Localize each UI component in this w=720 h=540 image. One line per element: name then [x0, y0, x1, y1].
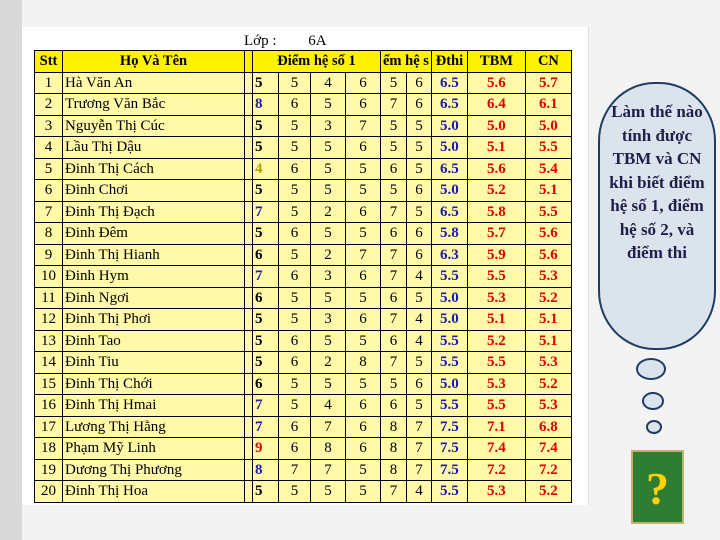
coef1-score: 6 [279, 416, 311, 438]
gap-cell [245, 201, 253, 223]
coef1-score: 7 [311, 459, 346, 481]
student-name: Dương Thị Phương [63, 459, 245, 481]
coef1-score: 5 [279, 115, 311, 137]
tbm-score: 6.4 [467, 94, 525, 116]
coef1-score: 7 [253, 266, 279, 288]
gap-cell [245, 373, 253, 395]
gap-cell [245, 223, 253, 245]
coef1-score: 5 [253, 180, 279, 202]
cn-score: 5.5 [525, 201, 571, 223]
coef1-score: 6 [253, 244, 279, 266]
coef1-score: 6 [279, 352, 311, 374]
table-row [35, 223, 572, 245]
cn-score: 5.2 [525, 481, 571, 503]
student-name: Đinh Đêm [63, 223, 245, 245]
table-row [35, 158, 572, 180]
coef2-score: 5 [406, 352, 431, 374]
coef2-score: 7 [406, 459, 431, 481]
coef1-score: 6 [253, 373, 279, 395]
coef2-score: 7 [406, 416, 431, 438]
student-name: Đinh Tiu [63, 352, 245, 374]
coef2-score: 7 [381, 309, 407, 331]
table-row [35, 201, 572, 223]
cn-score: 6.8 [525, 416, 571, 438]
tbm-score: 5.3 [467, 287, 525, 309]
coef2-score: 6 [381, 158, 407, 180]
coef1-score: 5 [279, 309, 311, 331]
stt: 8 [35, 223, 63, 245]
coef1-score: 5 [346, 459, 381, 481]
coef1-score: 6 [346, 395, 381, 417]
coef1-score: 5 [279, 395, 311, 417]
student-name: Phạm Mỹ Linh [63, 438, 245, 460]
coef1-score: 8 [311, 438, 346, 460]
student-name: Đinh Hym [63, 266, 245, 288]
gap-cell [245, 115, 253, 137]
header-stt: Stt [35, 51, 63, 73]
coef1-score: 5 [346, 481, 381, 503]
student-name: Lương Thị Hằng [63, 416, 245, 438]
stt: 14 [35, 352, 63, 374]
tbm-score: 5.2 [467, 330, 525, 352]
coef1-score: 5 [279, 137, 311, 159]
table-row [35, 481, 572, 503]
coef2-score: 7 [381, 244, 407, 266]
header-cn: CN [525, 51, 571, 73]
student-name: Đinh Thị Đạch [63, 201, 245, 223]
header-coef1: Điểm hệ số 1 [253, 51, 381, 73]
cn-score: 5.1 [525, 180, 571, 202]
coef1-score: 7 [253, 201, 279, 223]
coef2-score: 5 [381, 180, 407, 202]
cn-score: 5.6 [525, 223, 571, 245]
cn-score: 5.0 [525, 115, 571, 137]
tbm-score: 7.4 [467, 438, 525, 460]
coef1-score: 4 [311, 395, 346, 417]
coef2-score: 5 [381, 115, 407, 137]
coef2-score: 6 [406, 373, 431, 395]
gap-cell [245, 287, 253, 309]
header-gap [245, 51, 253, 73]
cn-score: 5.3 [525, 266, 571, 288]
gap-cell [245, 309, 253, 331]
coef2-score: 7 [381, 266, 407, 288]
coef1-score: 6 [346, 266, 381, 288]
coef1-score: 5 [279, 244, 311, 266]
coef1-score: 6 [346, 201, 381, 223]
coef2-score: 5 [406, 137, 431, 159]
gap-cell [245, 94, 253, 116]
coef1-score: 5 [311, 180, 346, 202]
coef1-score: 6 [279, 223, 311, 245]
coef1-score: 7 [346, 244, 381, 266]
coef1-score: 6 [346, 416, 381, 438]
stt: 3 [35, 115, 63, 137]
exam-score: 5.5 [431, 352, 467, 374]
cn-score: 7.2 [525, 459, 571, 481]
coef2-score: 6 [406, 94, 431, 116]
coef1-score: 6 [346, 94, 381, 116]
coef2-score: 6 [406, 244, 431, 266]
coef1-score: 5 [311, 373, 346, 395]
coef1-score: 9 [253, 438, 279, 460]
coef1-score: 6 [279, 94, 311, 116]
coef1-score: 7 [253, 416, 279, 438]
header-name: Họ Và Tên [63, 51, 245, 73]
coef1-score: 6 [279, 158, 311, 180]
exam-score: 5.8 [431, 223, 467, 245]
coef2-score: 5 [381, 72, 407, 94]
coef2-score: 7 [406, 438, 431, 460]
coef2-score: 6 [381, 287, 407, 309]
stt: 7 [35, 201, 63, 223]
coef1-score: 5 [279, 481, 311, 503]
gap-cell [245, 352, 253, 374]
coef2-score: 4 [406, 481, 431, 503]
coef1-score: 5 [253, 352, 279, 374]
tbm-score: 5.5 [467, 266, 525, 288]
stt: 20 [35, 481, 63, 503]
tbm-score: 5.9 [467, 244, 525, 266]
coef1-score: 5 [253, 309, 279, 331]
gap-cell [245, 72, 253, 94]
coef1-score: 5 [346, 223, 381, 245]
coef1-score: 5 [311, 330, 346, 352]
coef2-score: 5 [406, 395, 431, 417]
class-value: 6A [308, 33, 327, 49]
coef2-score: 8 [381, 438, 407, 460]
exam-score: 7.5 [431, 438, 467, 460]
stt: 19 [35, 459, 63, 481]
coef1-score: 7 [279, 459, 311, 481]
coef1-score: 5 [311, 481, 346, 503]
coef1-score: 5 [279, 201, 311, 223]
coef1-score: 5 [346, 330, 381, 352]
coef1-score: 5 [253, 223, 279, 245]
coef1-score: 5 [346, 287, 381, 309]
tbm-score: 5.0 [467, 115, 525, 137]
exam-score: 5.5 [431, 481, 467, 503]
question-mark-box[interactable]: ? [631, 450, 684, 524]
coef1-score: 6 [346, 137, 381, 159]
header-dthi: Đthi [431, 51, 467, 73]
stt: 16 [35, 395, 63, 417]
coef2-score: 6 [381, 395, 407, 417]
gap-cell [245, 266, 253, 288]
coef2-score: 6 [406, 72, 431, 94]
cn-score: 5.3 [525, 352, 571, 374]
exam-score: 5.0 [431, 115, 467, 137]
tbm-score: 7.1 [467, 416, 525, 438]
thought-bubble-small [646, 420, 662, 434]
table-row [35, 352, 572, 374]
student-name: Đinh Thị Hmai [63, 395, 245, 417]
exam-score: 5.0 [431, 287, 467, 309]
coef1-score: 2 [311, 352, 346, 374]
cn-score: 5.2 [525, 287, 571, 309]
stt: 4 [35, 137, 63, 159]
cn-score: 5.5 [525, 137, 571, 159]
coef2-score: 6 [406, 223, 431, 245]
coef1-score: 8 [253, 94, 279, 116]
grades-body [35, 72, 572, 502]
student-name: Nguyễn Thị Cúc [63, 115, 245, 137]
student-name: Trương Văn Bắc [63, 94, 245, 116]
coef1-score: 5 [253, 330, 279, 352]
class-label-row [244, 33, 355, 50]
table-row [35, 309, 572, 331]
exam-score: 6.5 [431, 94, 467, 116]
stt: 6 [35, 180, 63, 202]
gap-cell [245, 244, 253, 266]
class-label: Lớp : [244, 33, 277, 49]
grades-table [34, 50, 572, 503]
coef1-score: 8 [346, 352, 381, 374]
tbm-score: 5.6 [467, 158, 525, 180]
table-header-row [35, 51, 572, 73]
coef1-score: 7 [253, 395, 279, 417]
stt: 15 [35, 373, 63, 395]
stt: 12 [35, 309, 63, 331]
coef1-score: 2 [311, 201, 346, 223]
table-row [35, 115, 572, 137]
table-row [35, 244, 572, 266]
coef2-score: 6 [381, 330, 407, 352]
exam-score: 5.0 [431, 137, 467, 159]
coef2-score: 5 [406, 158, 431, 180]
exam-score: 7.5 [431, 459, 467, 481]
coef2-score: 8 [381, 416, 407, 438]
coef2-score: 6 [381, 223, 407, 245]
coef2-score: 8 [381, 459, 407, 481]
stt: 2 [35, 94, 63, 116]
student-name: Đinh Ngơi [63, 287, 245, 309]
thought-bubble-large [636, 358, 666, 380]
student-name: Đinh Thị Cách [63, 158, 245, 180]
student-name: Đinh Thị Chới [63, 373, 245, 395]
cn-score: 5.7 [525, 72, 571, 94]
coef1-score: 5 [253, 137, 279, 159]
table-row [35, 137, 572, 159]
student-name: Đinh Chơi [63, 180, 245, 202]
coef1-score: 6 [253, 287, 279, 309]
tbm-score: 5.5 [467, 352, 525, 374]
coef1-score: 6 [279, 438, 311, 460]
tbm-score: 5.5 [467, 395, 525, 417]
tbm-score: 5.6 [467, 72, 525, 94]
coef1-score: 4 [311, 72, 346, 94]
table-row [35, 266, 572, 288]
exam-score: 5.0 [431, 180, 467, 202]
exam-score: 7.5 [431, 416, 467, 438]
exam-score: 6.5 [431, 201, 467, 223]
stt: 9 [35, 244, 63, 266]
left-decoration [0, 0, 22, 540]
exam-score: 5.0 [431, 373, 467, 395]
coef2-score: 5 [406, 115, 431, 137]
gap-cell [245, 438, 253, 460]
header-coef2: ểm hệ s [381, 51, 432, 73]
coef1-score: 5 [253, 115, 279, 137]
table-row [35, 180, 572, 202]
coef1-score: 5 [311, 158, 346, 180]
coef1-score: 5 [311, 223, 346, 245]
tbm-score: 5.1 [467, 137, 525, 159]
coef1-score: 5 [253, 481, 279, 503]
grade-sheet [22, 27, 589, 505]
cloud-question-text: Làm thế nào tính được TBM và CN khi biết điểm hệ số 1, điểm hệ số 2, và điểm thi [609, 102, 705, 262]
cn-score: 5.1 [525, 330, 571, 352]
coef2-score: 7 [381, 481, 407, 503]
exam-score: 6.5 [431, 72, 467, 94]
coef2-score: 4 [406, 330, 431, 352]
exam-score: 6.5 [431, 158, 467, 180]
student-name: Lầu Thị Dậu [63, 137, 245, 159]
coef1-score: 5 [279, 180, 311, 202]
coef1-score: 6 [346, 309, 381, 331]
tbm-score: 5.3 [467, 373, 525, 395]
cn-score: 5.2 [525, 373, 571, 395]
coef1-score: 2 [311, 244, 346, 266]
table-row [35, 416, 572, 438]
table-row [35, 287, 572, 309]
tbm-score: 5.3 [467, 481, 525, 503]
table-row [35, 330, 572, 352]
coef1-score: 3 [311, 115, 346, 137]
cn-score: 5.6 [525, 244, 571, 266]
cn-score: 5.4 [525, 158, 571, 180]
coef1-score: 6 [279, 330, 311, 352]
coef2-score: 7 [381, 94, 407, 116]
table-row [35, 94, 572, 116]
coef1-score: 5 [253, 72, 279, 94]
coef2-score: 7 [381, 352, 407, 374]
coef1-score: 5 [346, 158, 381, 180]
stt: 10 [35, 266, 63, 288]
coef1-score: 5 [311, 137, 346, 159]
exam-score: 5.5 [431, 266, 467, 288]
coef2-score: 5 [381, 137, 407, 159]
table-row [35, 373, 572, 395]
coef1-score: 5 [279, 72, 311, 94]
coef1-score: 5 [311, 287, 346, 309]
coef2-score: 5 [406, 287, 431, 309]
coef1-score: 6 [346, 438, 381, 460]
stt: 18 [35, 438, 63, 460]
cn-score: 6.1 [525, 94, 571, 116]
coef1-score: 5 [311, 94, 346, 116]
stt: 1 [35, 72, 63, 94]
coef1-score: 7 [346, 115, 381, 137]
coef1-score: 5 [346, 180, 381, 202]
stt: 5 [35, 158, 63, 180]
gap-cell [245, 180, 253, 202]
gap-cell [245, 459, 253, 481]
student-name: Đinh Thị Phơi [63, 309, 245, 331]
stt: 13 [35, 330, 63, 352]
gap-cell [245, 395, 253, 417]
student-name: Hà Văn An [63, 72, 245, 94]
gap-cell [245, 330, 253, 352]
cn-score: 7.4 [525, 438, 571, 460]
gap-cell [245, 137, 253, 159]
tbm-score: 5.1 [467, 309, 525, 331]
gap-cell [245, 481, 253, 503]
stt: 11 [35, 287, 63, 309]
thought-bubble-medium [642, 392, 664, 410]
coef1-score: 6 [279, 266, 311, 288]
coef2-score: 7 [381, 201, 407, 223]
exam-score: 5.0 [431, 309, 467, 331]
coef2-score: 4 [406, 309, 431, 331]
cn-score: 5.3 [525, 395, 571, 417]
cn-score: 5.1 [525, 309, 571, 331]
coef1-score: 6 [346, 72, 381, 94]
coef2-score: 4 [406, 266, 431, 288]
table-row [35, 395, 572, 417]
coef1-score: 4 [253, 158, 279, 180]
gap-cell [245, 416, 253, 438]
table-row [35, 459, 572, 481]
tbm-score: 5.7 [467, 223, 525, 245]
stt: 17 [35, 416, 63, 438]
coef1-score: 7 [311, 416, 346, 438]
exam-score: 5.5 [431, 330, 467, 352]
table-row [35, 72, 572, 94]
coef1-score: 3 [311, 309, 346, 331]
coef1-score: 5 [279, 287, 311, 309]
coef1-score: 5 [346, 373, 381, 395]
tbm-score: 5.2 [467, 180, 525, 202]
student-name: Đinh Thị Hoa [63, 481, 245, 503]
header-tbm: TBM [467, 51, 525, 73]
tbm-score: 7.2 [467, 459, 525, 481]
coef1-score: 8 [253, 459, 279, 481]
coef2-score: 6 [406, 180, 431, 202]
coef1-score: 5 [279, 373, 311, 395]
exam-score: 6.3 [431, 244, 467, 266]
coef1-score: 3 [311, 266, 346, 288]
gap-cell [245, 158, 253, 180]
coef2-score: 5 [381, 373, 407, 395]
tbm-score: 5.8 [467, 201, 525, 223]
table-row [35, 438, 572, 460]
coef2-score: 5 [406, 201, 431, 223]
student-name: Đinh Tao [63, 330, 245, 352]
student-name: Đinh Thị Hianh [63, 244, 245, 266]
exam-score: 5.5 [431, 395, 467, 417]
